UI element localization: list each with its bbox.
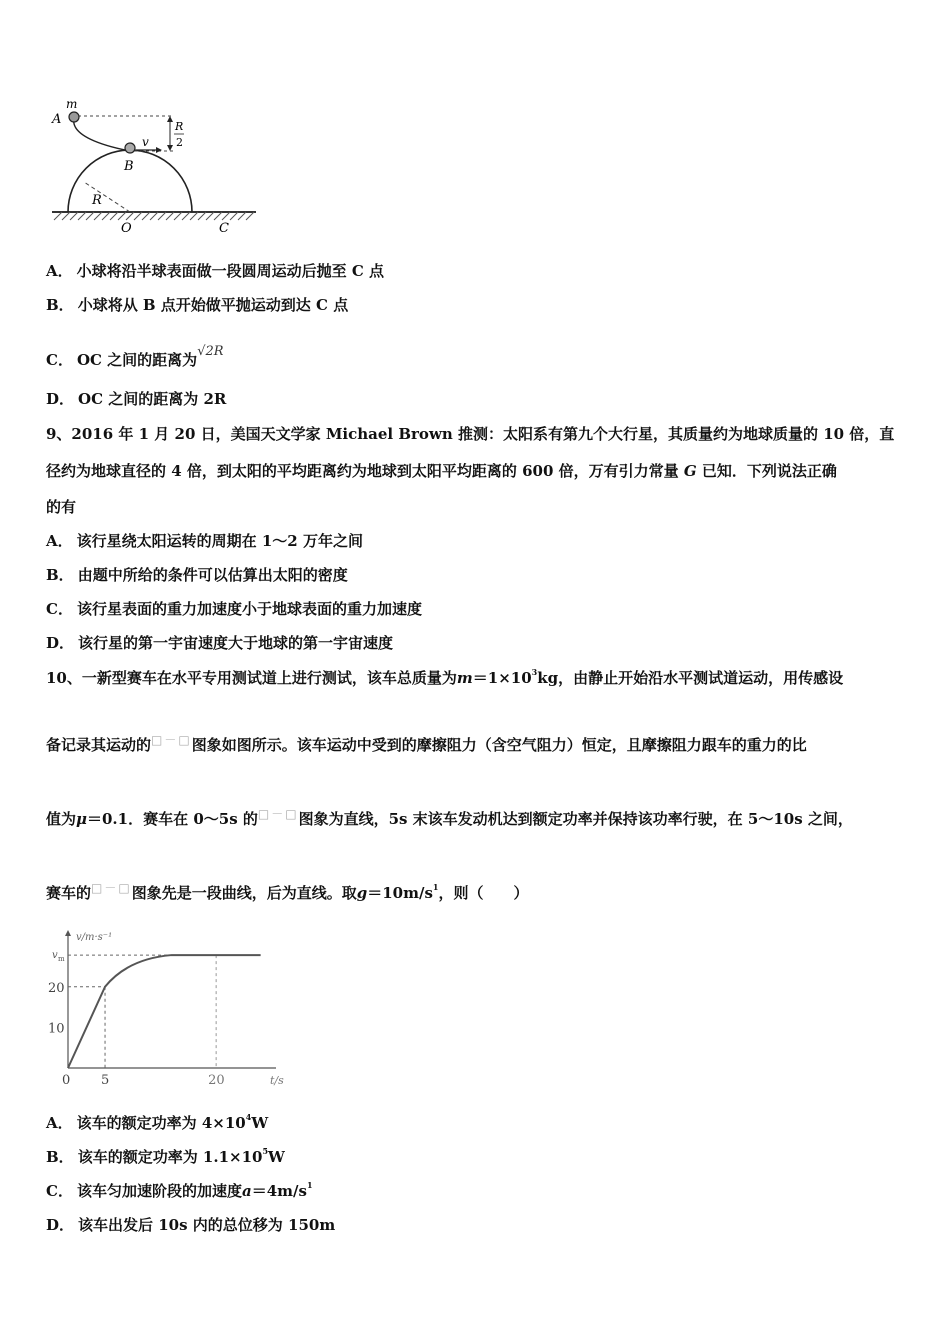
- label-o: O: [121, 221, 132, 236]
- hemisphere-figure: [44, 96, 264, 236]
- label-a: A: [52, 112, 62, 127]
- q10-stem-line4: 赛车的□－□图象先是一段曲线，后为直线。取$g=10m/s^1$，则（ ）: [46, 878, 528, 903]
- q10-option-b[interactable]: B． 该车的额定功率为 $1.1\times 10^5W$: [46, 1146, 285, 1166]
- label-v: v: [142, 135, 149, 149]
- q10-stem-line3: 值为μ＝0.1．赛车在 0～5s 的□－□图象为直线，5s 末该车发动机达到额定功率并保持该功率行驶，在 5～10s 之间，: [46, 804, 853, 829]
- origin-label: 0: [62, 1073, 71, 1088]
- q8-option-d[interactable]: D． OC 之间的距离为 2R: [46, 390, 227, 408]
- label-r: R: [92, 193, 102, 208]
- q9-stem-line1: 9、2016 年 1 月 20 日，美国天文学家 Michael Brown 推测：太阳系有第九个大行星，其质量约为地球质量的 10 倍，直: [46, 425, 895, 443]
- missing-glyph-icon: □－□: [151, 733, 192, 747]
- q8-option-a[interactable]: A． 小球将沿半球表面做一段圆周运动后抛至 C 点: [46, 262, 385, 280]
- radius-dash: [84, 182, 130, 212]
- q9-option-b[interactable]: B． 由题中所给的条件可以估算出太阳的密度: [46, 566, 348, 584]
- x-tick-20: 20: [208, 1073, 225, 1088]
- q8-option-b[interactable]: B． 小球将从 B 点开始做平抛运动到达 C 点: [46, 296, 349, 314]
- sqrt-2r-formula: √2R: [197, 344, 224, 359]
- vt-series-line: [68, 955, 261, 1068]
- q9-option-d[interactable]: D． 该行星的第一宇宙速度大于地球的第一宇宙速度: [46, 634, 394, 652]
- q10-stem-line2: 备记录其运动的□－□图象如图所示。该车运动中受到的摩擦阻力（含空气阻力）恒定，且摩擦阻力跟车的重力的比: [46, 730, 807, 755]
- y-tick-10: 10: [48, 1021, 65, 1037]
- y-axis-label: v/m·s⁻¹: [76, 932, 113, 943]
- y-axis-arrow: [65, 930, 71, 936]
- y-tick-vm: v: [52, 950, 58, 962]
- ground-hatch: [54, 212, 254, 220]
- q8-option-c[interactable]: C． OC 之间的距离为√2R: [46, 344, 224, 369]
- q9-stem-line3: 的有: [46, 498, 77, 516]
- ball-b: [125, 143, 135, 153]
- y-tick-vm-subscript: m: [58, 955, 65, 964]
- x-tick-5: 5: [101, 1073, 110, 1088]
- missing-glyph-icon: □－□: [257, 807, 299, 821]
- label-r-bottom: 2: [176, 136, 183, 149]
- q10-option-c[interactable]: C． 该车匀加速阶段的加速度$a=4m/s^1$: [46, 1180, 313, 1200]
- q10-stem-line1: 10、一新型赛车在水平专用测试道上进行测试，该车总质量为$m=1\times 10^3kg$，由静止开始沿水平测试道运动，用传感设: [46, 667, 844, 687]
- label-c: C: [219, 221, 229, 236]
- label-m: m: [66, 97, 78, 111]
- ball-a: [69, 112, 79, 122]
- q9-option-a[interactable]: A． 该行星绕太阳运转的周期在 1～2 万年之间: [46, 532, 363, 550]
- y-tick-20: 20: [48, 980, 65, 996]
- x-axis-label: t/s: [270, 1074, 284, 1087]
- q9-option-c[interactable]: C． 该行星表面的重力加速度小于地球表面的重力加速度: [46, 600, 422, 618]
- label-b: B: [124, 159, 134, 174]
- label-r-top: R: [175, 120, 184, 133]
- track-curve: [74, 118, 130, 151]
- missing-glyph-icon: □－□: [91, 881, 132, 895]
- vt-chart: [44, 926, 294, 1092]
- q9-stem-line2: 径约为地球直径的 4 倍，到太阳的平均距离约为地球到太阳平均距离的 600 倍，万有引力常量 G 已知．下列说法正确: [46, 462, 837, 480]
- q10-option-d[interactable]: D． 该车出发后 10s 内的总位移为 150m: [46, 1216, 336, 1234]
- q10-option-a[interactable]: A． 该车的额定功率为 $4\times 10^4W$: [46, 1112, 269, 1132]
